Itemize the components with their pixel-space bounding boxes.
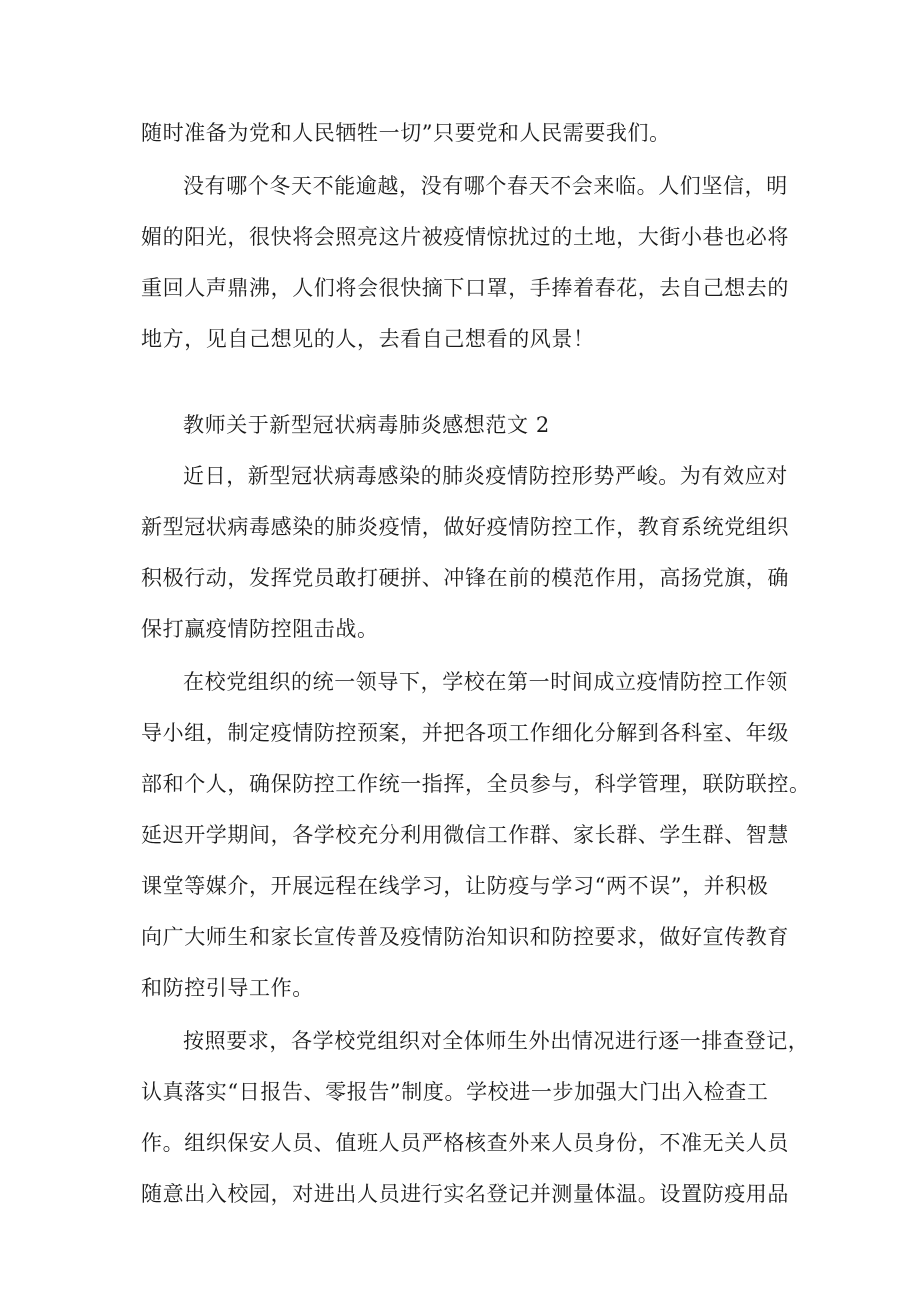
text-line: 随时准备为党和人民牺牲一切”只要党和人民需要我们。 <box>141 121 671 145</box>
section-heading: 教师关于新型冠状病毒肺炎感想范文 2 <box>183 413 550 437</box>
text-line: 作。组织保安人员、值班人员严格核查外来人员身份，不准无关人员 <box>141 1131 789 1155</box>
text-line: 随意出入校园，对进出人员进行实名登记并测量体温。设置防疫用品 <box>141 1182 789 1206</box>
text-line: 认真落实“日报告、零报告”制度。学校进一步加强大门出入检查工 <box>141 1080 769 1104</box>
text-line: 按照要求，各学校党组织对全体师生外出情况进行逐一排查登记， <box>183 1029 810 1053</box>
text-line: 媚的阳光，很快将会照亮这片被疫情惊扰过的土地，大街小巷也必将 <box>141 225 789 249</box>
text-line: 近日，新型冠状病毒感染的肺炎疫情防控形势严峻。为有效应对 <box>183 464 788 488</box>
text-line: 课堂等媒介，开展远程在线学习，让防疫与学习“两不误”，并积极 <box>141 874 769 898</box>
text-line: 和防控引导工作。 <box>141 976 314 1000</box>
text-line: 延迟开学期间，各学校充分利用微信工作群、家长群、学生群、智慧 <box>141 823 789 847</box>
text-line: 向广大师生和家长宣传普及疫情防治知识和防控要求，做好宣传教育 <box>141 925 789 949</box>
text-line: 保打赢疫情防控阻击战。 <box>141 617 379 641</box>
text-line: 地方，见自己想见的人，去看自己想看的风景！ <box>141 327 595 351</box>
text-line: 导小组，制定疫情防控预案，并把各项工作细化分解到各科室、年级 <box>141 721 789 745</box>
text-line: 在校党组织的统一领导下，学校在第一时间成立疫情防控工作领 <box>183 670 788 694</box>
text-line: 部和个人，确保防控工作统一指挥，全员参与，科学管理，联防联控。 <box>141 772 811 796</box>
text-line: 重回人声鼎沸，人们将会很快摘下口罩，手捧着春花，去自己想去的 <box>141 276 789 300</box>
text-line: 积极行动，发挥党员敢打硬拼、冲锋在前的模范作用，高扬党旗，确 <box>141 566 789 590</box>
text-line: 新型冠状病毒感染的肺炎疫情，做好疫情防控工作，教育系统党组织 <box>141 515 789 539</box>
text-line: 没有哪个冬天不能逾越，没有哪个春天不会来临。人们坚信，明 <box>183 174 788 198</box>
